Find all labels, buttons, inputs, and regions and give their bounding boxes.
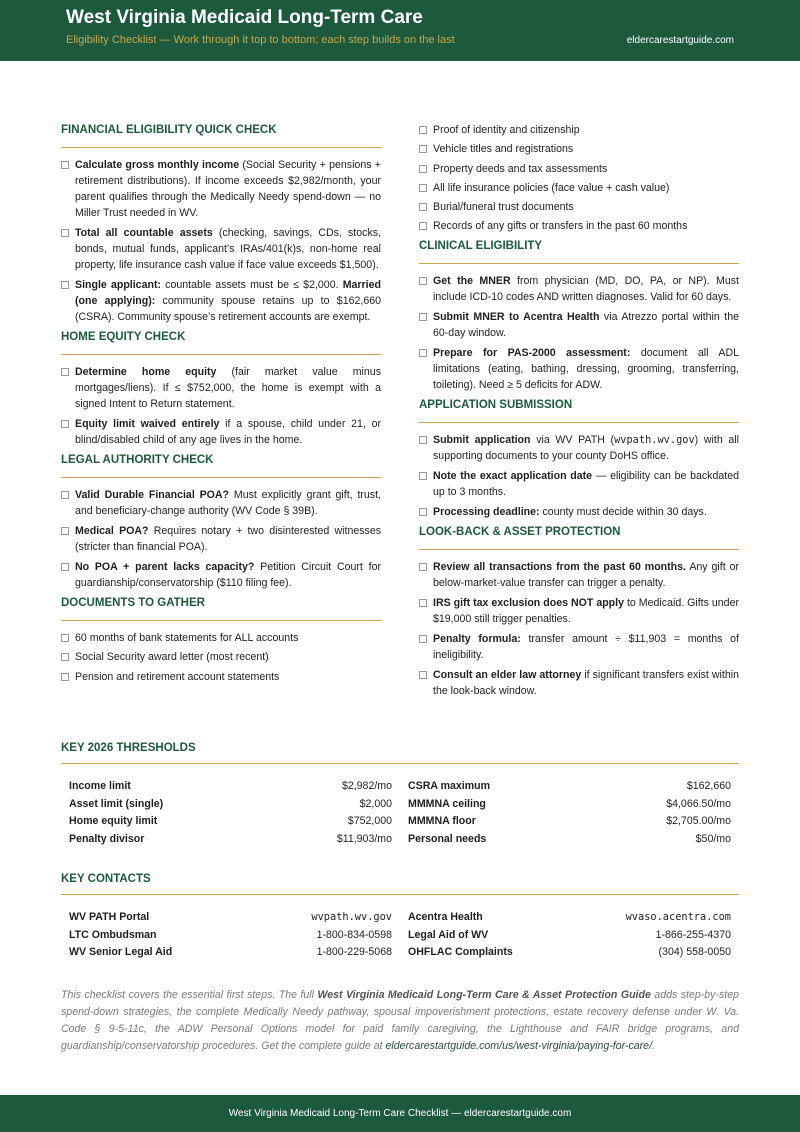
item-text: via Atrezzo portal within the 60-day window. bbox=[433, 310, 740, 339]
contact-row: Acentra Health wvaso.acentra.com bbox=[408, 909, 731, 927]
checklist-item bbox=[61, 364, 381, 412]
legal-authority-section bbox=[61, 452, 381, 591]
checkbox[interactable] bbox=[419, 436, 427, 444]
site-name: eldercarestartguide.com bbox=[626, 35, 734, 46]
section-title: LOOK-BACK & ASSET PROTECTION bbox=[419, 525, 621, 538]
thresholds-left bbox=[69, 778, 392, 849]
item-text: Proof of identity and citizenship bbox=[433, 124, 580, 136]
checkbox[interactable] bbox=[419, 313, 427, 321]
contact-row: WV Senior Legal Aid 1-800-229-5068 bbox=[69, 944, 392, 962]
page-subtitle: Eligibility Checklist — Work through it top to bottom; each step builds on the last bbox=[66, 34, 455, 46]
item-label: Calculate gross monthly income bbox=[75, 159, 240, 171]
item-text: if a spouse, child under 21, or blind/disabled child of any age lives in the home. bbox=[75, 418, 381, 446]
item-text: county must decide within 30 days. bbox=[539, 505, 707, 518]
item-text: Vehicle titles and registrations bbox=[433, 143, 574, 156]
item-label: Processing deadline: bbox=[433, 505, 540, 518]
checklist-item bbox=[419, 273, 739, 305]
contacts-section bbox=[61, 871, 739, 962]
checkbox[interactable] bbox=[419, 599, 427, 607]
item-label: Equity limit waived entirely bbox=[75, 418, 220, 430]
section-divider bbox=[419, 263, 739, 264]
item-label: Penalty formula: bbox=[433, 632, 521, 645]
checkbox[interactable] bbox=[419, 508, 427, 516]
checklist-item bbox=[419, 180, 739, 196]
contact-row: LTC Ombudsman 1-800-834-0598 bbox=[69, 927, 392, 945]
checklist-item bbox=[419, 468, 739, 500]
checkbox[interactable] bbox=[419, 222, 427, 230]
guide-link[interactable]: eldercarestartguide.com/us/west-virginia/paying-for-care/ bbox=[385, 1040, 653, 1052]
section-title: KEY 2026 THRESHOLDS bbox=[61, 742, 196, 754]
checklist-item bbox=[419, 595, 739, 627]
contact-link[interactable]: wvpath.wv.gov bbox=[311, 911, 392, 923]
item-text: document all ADL limitations (eating, bathing, dressing, grooming, transferring, toileting). Need ≥ 5 deficits for ADW. bbox=[433, 346, 739, 391]
item-text: Social Security award letter (most recent) bbox=[75, 651, 269, 664]
checklist-item bbox=[61, 559, 381, 591]
checkbox[interactable] bbox=[419, 203, 427, 211]
section-divider bbox=[61, 894, 739, 895]
checkbox[interactable] bbox=[61, 281, 69, 289]
thresholds-section bbox=[61, 740, 739, 849]
section-title: FINANCIAL ELIGIBILITY QUICK CHECK bbox=[61, 124, 277, 136]
item-text: Requires notary + two disinterested witnesses (stricter than financial POA). bbox=[75, 525, 382, 553]
item-text: transfer amount ÷ $11,903 = months of ineligibility. bbox=[433, 632, 739, 661]
section-divider bbox=[61, 477, 381, 478]
section-divider bbox=[61, 354, 381, 355]
checkbox[interactable] bbox=[419, 671, 427, 679]
item-label: Submit MNER to Acentra Health bbox=[433, 310, 600, 323]
financial-section bbox=[61, 122, 381, 325]
item-label: Medical POA? bbox=[75, 525, 149, 537]
checklist-item bbox=[419, 218, 739, 234]
item-text: Records of any gifts or transfers in the past 60 months bbox=[433, 220, 688, 233]
checkbox[interactable] bbox=[61, 420, 69, 428]
item-text: Must explicitly grant gift, trust, and beneficiary-change authority (WV Code § 39B). bbox=[75, 489, 381, 517]
checklist-item bbox=[419, 309, 739, 341]
item-text: All life insurance policies (face value + cash value) bbox=[433, 181, 670, 194]
lookback-section bbox=[419, 524, 739, 699]
threshold-row: Penalty divisor $11,903/mo bbox=[69, 833, 392, 846]
item-label: Total all countable assets bbox=[75, 227, 213, 239]
checklist-item bbox=[419, 141, 739, 157]
section-divider bbox=[61, 763, 739, 764]
section-divider bbox=[419, 422, 739, 423]
item-text: if significant transfers exist within the look-back window. bbox=[433, 668, 739, 697]
thresholds-right bbox=[408, 778, 731, 849]
item-label: IRS gift tax exclusion does NOT apply bbox=[433, 596, 624, 609]
item-label: Note the exact application date bbox=[433, 469, 593, 482]
threshold-row: MMMNA floor $2,705.00/mo bbox=[408, 815, 731, 828]
contact-phone: 1-800-229-5068 bbox=[316, 946, 392, 959]
clinical-section bbox=[419, 238, 739, 393]
section-title: APPLICATION SUBMISSION bbox=[419, 398, 573, 411]
checkbox[interactable] bbox=[419, 563, 427, 571]
checklist-item bbox=[61, 277, 381, 325]
closing-note: This checklist covers the essential first steps. The full West Virginia Medicaid Long-Term Care & Asset Protection Guide adds step-by-step spend-down strategies, the complete Medically Needy pathway, spousal impoverishment protections, estate recovery defense under W. Va. Code § 9-5-11c, the ADW Personal Options model for paid family caregiving, the Lighthouse and FAIR bridge programs, and guardianship/conservatorship procedures. Get the complete guide at eldercarestartguide.com/us/west-virginia/paying-for-care/. bbox=[61, 989, 739, 1052]
checkbox[interactable] bbox=[419, 472, 427, 480]
item-text: community spouse retains up to $162,660 (CSRA). Community spouse’s retirement accounts are exempt. bbox=[75, 295, 381, 323]
checkbox[interactable] bbox=[61, 368, 69, 376]
checklist-item bbox=[61, 157, 381, 221]
item-text: 60 months of bank statements for ALL accounts bbox=[75, 632, 299, 644]
section-divider bbox=[61, 147, 381, 148]
checklist-item bbox=[61, 487, 381, 519]
item-text: (fair market value minus mortgages/liens). If ≤ $752,000, the home is exempt with a signed Intent to Return statement. bbox=[75, 366, 381, 410]
item-label: Prepare for PAS-2000 assessment: bbox=[433, 346, 631, 359]
contact-phone: (304) 558-0050 bbox=[658, 946, 731, 959]
checkbox[interactable] bbox=[61, 229, 69, 237]
item-label: Submit application bbox=[433, 433, 531, 446]
checklist-item bbox=[419, 631, 739, 663]
checkbox[interactable] bbox=[61, 527, 69, 535]
threshold-row: CSRA maximum $162,660 bbox=[408, 780, 731, 792]
checkbox[interactable] bbox=[61, 563, 69, 571]
checklist-item bbox=[61, 416, 381, 448]
threshold-row: Personal needs $50/mo bbox=[408, 833, 731, 846]
documents-continued bbox=[419, 122, 739, 234]
item-label: Married (one applying): bbox=[75, 279, 381, 307]
right-column bbox=[419, 122, 739, 703]
threshold-row: Asset limit (single) $2,000 bbox=[69, 797, 392, 810]
checklist-item bbox=[61, 649, 381, 665]
page-header bbox=[0, 0, 800, 61]
checklist-item bbox=[61, 630, 381, 646]
checkbox[interactable] bbox=[61, 653, 69, 661]
item-label: No POA + parent lacks capacity? bbox=[75, 561, 255, 573]
item-text: Petition Circuit Court for guardianship/conservatorship ($110 filing fee). bbox=[75, 561, 381, 589]
item-text: (Social Security + pensions + retirement distributions). If income exceeds $2,982/month, your parent qualifies through the Medically Needy spend-down — no Miller Trust needed in WV. bbox=[75, 159, 381, 219]
threshold-row: MMMNA ceiling $4,066.50/mo bbox=[408, 797, 731, 810]
checklist-item bbox=[419, 432, 739, 464]
item-text: from physician (MD, DO, PA, or NP). Must include ICD-10 codes AND written diagnoses. Valid for 60 days. bbox=[433, 274, 740, 303]
checkbox[interactable] bbox=[61, 673, 69, 681]
item-label: Determine home equity bbox=[75, 366, 217, 378]
item-text: Property deeds and tax assessments bbox=[433, 162, 608, 175]
threshold-row: Income limit $2,982/mo bbox=[69, 780, 392, 792]
section-title: HOME EQUITY CHECK bbox=[61, 331, 186, 343]
checklist-item bbox=[419, 161, 739, 177]
section-divider bbox=[419, 549, 739, 550]
section-title: CLINICAL ELIGIBILITY bbox=[419, 239, 543, 252]
checklist-item bbox=[419, 199, 739, 215]
checkbox[interactable] bbox=[419, 635, 427, 643]
footer-text: West Virginia Medicaid Long-Term Care Checklist — eldercarestartguide.com bbox=[228, 1108, 572, 1119]
checkbox[interactable] bbox=[419, 165, 427, 173]
guide-title: West Virginia Medicaid Long-Term Care & Asset Protection Guide bbox=[317, 989, 651, 1001]
item-text: Burial/funeral trust documents bbox=[433, 201, 574, 214]
checklist-item bbox=[419, 122, 739, 138]
portal-url: wvpath.wv.gov bbox=[614, 433, 695, 446]
contact-phone: 1-800-834-0598 bbox=[316, 928, 392, 941]
section-title: KEY CONTACTS bbox=[61, 873, 151, 885]
item-text: ) with all supporting documents to your county DoHS office. bbox=[433, 433, 740, 462]
section-divider bbox=[61, 620, 381, 621]
checkbox[interactable] bbox=[419, 184, 427, 192]
checklist-item bbox=[419, 559, 739, 591]
contacts-left bbox=[69, 909, 392, 962]
contact-row: Legal Aid of WV 1-866-255-4370 bbox=[408, 927, 731, 945]
checkbox[interactable] bbox=[61, 491, 69, 499]
item-text: (checking, savings, CDs, stocks, bonds, mutual funds, applicant’s IRAs/401(k)s, non-home real property, life insurance cash value if face value exceeds $1,500). bbox=[75, 227, 381, 271]
page-title: West Virginia Medicaid Long-Term Care bbox=[66, 7, 423, 28]
application-section bbox=[419, 397, 739, 520]
page-footer bbox=[0, 1095, 800, 1132]
item-text: Any gift or below-market-value transfer can trigger a penalty. bbox=[433, 560, 739, 589]
item-label: Review all transactions from the past 60 months. bbox=[433, 560, 686, 573]
checklist-item bbox=[61, 669, 381, 685]
item-text: — eligibility can be backdated up to 3 months. bbox=[433, 469, 739, 498]
item-text: countable assets must be ≤ $2,000. bbox=[161, 279, 339, 291]
contact-row: WV PATH Portal wvpath.wv.gov bbox=[69, 909, 392, 927]
checklist-item bbox=[61, 523, 381, 555]
contacts-right bbox=[408, 909, 731, 962]
item-label: Consult an elder law attorney bbox=[433, 668, 582, 681]
item-label: Valid Durable Financial POA? bbox=[75, 489, 230, 501]
contact-link[interactable]: wvaso.acentra.com bbox=[625, 911, 731, 923]
left-column bbox=[61, 122, 381, 688]
item-text: Pension and retirement account statements bbox=[75, 670, 280, 683]
checklist-item bbox=[419, 667, 739, 699]
threshold-row: Home equity limit $752,000 bbox=[69, 815, 392, 828]
documents-section bbox=[61, 595, 381, 685]
checklist-item bbox=[61, 225, 381, 273]
checkbox[interactable] bbox=[61, 161, 69, 169]
section-title: DOCUMENTS TO GATHER bbox=[61, 597, 205, 609]
checklist-item bbox=[419, 504, 739, 520]
item-label: Single applicant: bbox=[75, 279, 161, 291]
home-equity-section bbox=[61, 329, 381, 448]
section-title: LEGAL AUTHORITY CHECK bbox=[61, 454, 214, 466]
contact-phone: 1-866-255-4370 bbox=[655, 928, 731, 941]
item-label: Get the MNER bbox=[433, 274, 511, 287]
contact-row: OHFLAC Complaints (304) 558-0050 bbox=[408, 944, 731, 962]
checkbox[interactable] bbox=[419, 277, 427, 285]
checkbox[interactable] bbox=[61, 634, 69, 642]
item-text: to Medicaid. Gifts under $19,000 still trigger penalties. bbox=[433, 596, 739, 625]
checkbox[interactable] bbox=[419, 349, 427, 357]
checklist-item bbox=[419, 345, 739, 393]
checkbox[interactable] bbox=[419, 126, 427, 134]
checkbox[interactable] bbox=[419, 145, 427, 153]
item-text: via WV PATH ( bbox=[530, 433, 615, 446]
